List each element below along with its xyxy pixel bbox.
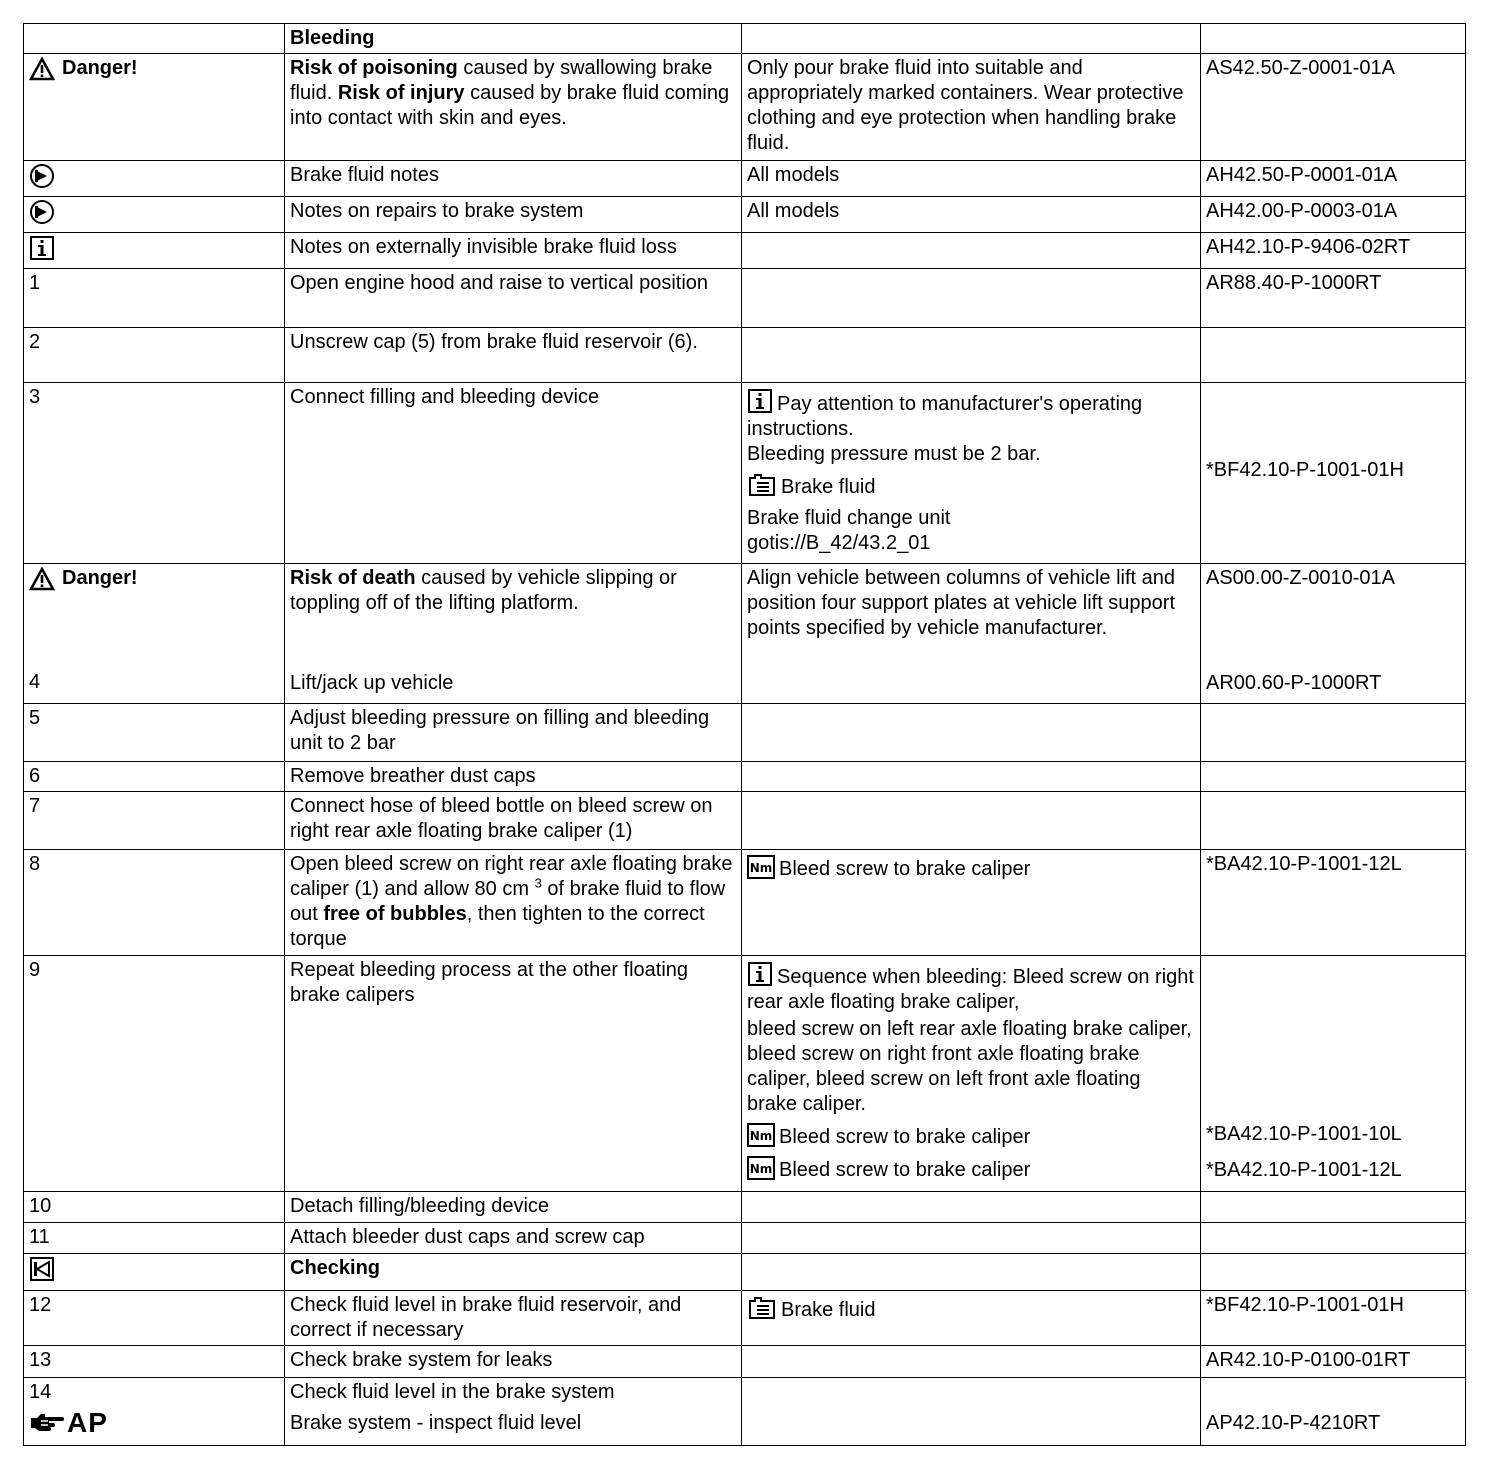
fluid-container-icon [747, 1296, 777, 1320]
note-arrow-icon [29, 163, 55, 189]
danger-label: Danger! [29, 566, 138, 591]
table-row: 1 Open engine hood and raise to vertical position AR88.40-P-1000RT [24, 269, 1466, 328]
table-row: 3 Connect filling and bleeding device Pay attention to manufacturer's operating instructions. Bleeding pressure must be 2 bar. Brake fluid Brake fluid change unit gotis://B_42/43.2_01 *BF42.10-P-1001-01H [24, 383, 1466, 564]
torque-nm-icon [747, 1156, 775, 1180]
info-icon [747, 961, 773, 987]
table-row: 12 Check fluid level in brake fluid reservoir, and correct if necessary Brake fluid *BF42.10-P-1001-01H [24, 1291, 1466, 1346]
svg-text:Nm: Nm [749, 1129, 773, 1143]
table-row: 13 Check brake system for leaks AR42.10-P-0100-01RT [24, 1346, 1466, 1378]
warning-triangle-icon [29, 57, 55, 81]
section-title-checking: Checking [290, 1257, 381, 1279]
table-row [24, 24, 1466, 54]
table-row: 7 Connect hose of bleed bottle on bleed screw on right rear axle floating brake caliper (1) [24, 792, 1466, 850]
pointing-hand-icon [29, 1412, 65, 1434]
check-back-icon [29, 1256, 55, 1282]
section-title-bleeding: Bleeding [290, 27, 375, 49]
note-arrow-icon [29, 199, 55, 225]
ap-reference[interactable]: AP [29, 1408, 279, 1438]
table-row: Notes on externally invisible brake fluid loss AH42.10-P-9406-02RT [24, 233, 1466, 269]
svg-text:Nm: Nm [749, 861, 773, 875]
table-row: 10 Detach filling/bleeding device [24, 1192, 1466, 1223]
table-row: 11 Attach bleeder dust caps and screw cap [24, 1223, 1466, 1254]
danger-label: Danger! [29, 56, 138, 81]
table-row: 8 Open bleed screw on right rear axle floating brake caliper (1) and allow 80 cm $^3$ of brake fluid to flow out free of bubbles, then tighten to the correct torque Nm Bleed screw to brake caliper *BA42.10-P-1001-12L [24, 850, 1466, 956]
table-row: 9 Repeat bleeding process at the other floating brake calipers Sequence when bleeding: Bleed screw on right rear axle floating brake caliper, bleed screw on left rear axle floating brake caliper, bleed screw on right front axle floating brake caliper, bleed screw on left front axle floating brake caliper. Nm Bleed screw to brake caliper Nm Bleed screw to brake caliper *BA42.10-P-1001-10L *BA42.10-P-1001-12L [24, 956, 1466, 1192]
table-row: Notes on repairs to brake system All models AH42.00-P-0003-01A [24, 197, 1466, 233]
torque-nm-icon [747, 855, 775, 879]
table-row: 2 Unscrew cap (5) from brake fluid reservoir (6). [24, 328, 1466, 383]
table-row: 6 Remove breather dust caps [24, 762, 1466, 792]
table-row: 14 AP Check fluid level in the brake system Brake system - inspect fluid level AP42.10-P-4210RT [24, 1378, 1466, 1446]
table-row: 5 Adjust bleeding pressure on filling and bleeding unit to 2 bar [24, 704, 1466, 762]
svg-text:Nm: Nm [749, 1162, 773, 1176]
table-row: Danger! 4 Risk of death caused by vehicle slipping or toppling off of the lifting platform. Lift/jack up vehicle Align vehicle between columns of vehicle lift and position four support plates at vehicle lift support points specified by vehicle manufacturer. AS00.00-Z-0010-01A AR00.60-P-1000RT [24, 564, 1466, 704]
torque-nm-icon [747, 1123, 775, 1147]
gotis-link[interactable]: gotis://B_42/43.2_01 [747, 532, 931, 554]
info-icon [747, 388, 773, 414]
table-row [24, 1254, 1466, 1291]
info-icon [29, 235, 55, 261]
table-row: Brake fluid notes All models AH42.50-P-0001-01A [24, 161, 1466, 197]
procedure-table [23, 23, 1466, 1446]
table-row: Danger! Risk of poisoning caused by swallowing brake fluid. Risk of injury caused by brake fluid coming into contact with skin and eyes. Only pour brake fluid into suitable and appropriately marked containers. Wear protective clothing and eye protection when handling brake fluid. AS42.50-Z-0001-01A [24, 54, 1466, 161]
warning-triangle-icon [29, 567, 55, 591]
fluid-container-icon [747, 473, 777, 497]
